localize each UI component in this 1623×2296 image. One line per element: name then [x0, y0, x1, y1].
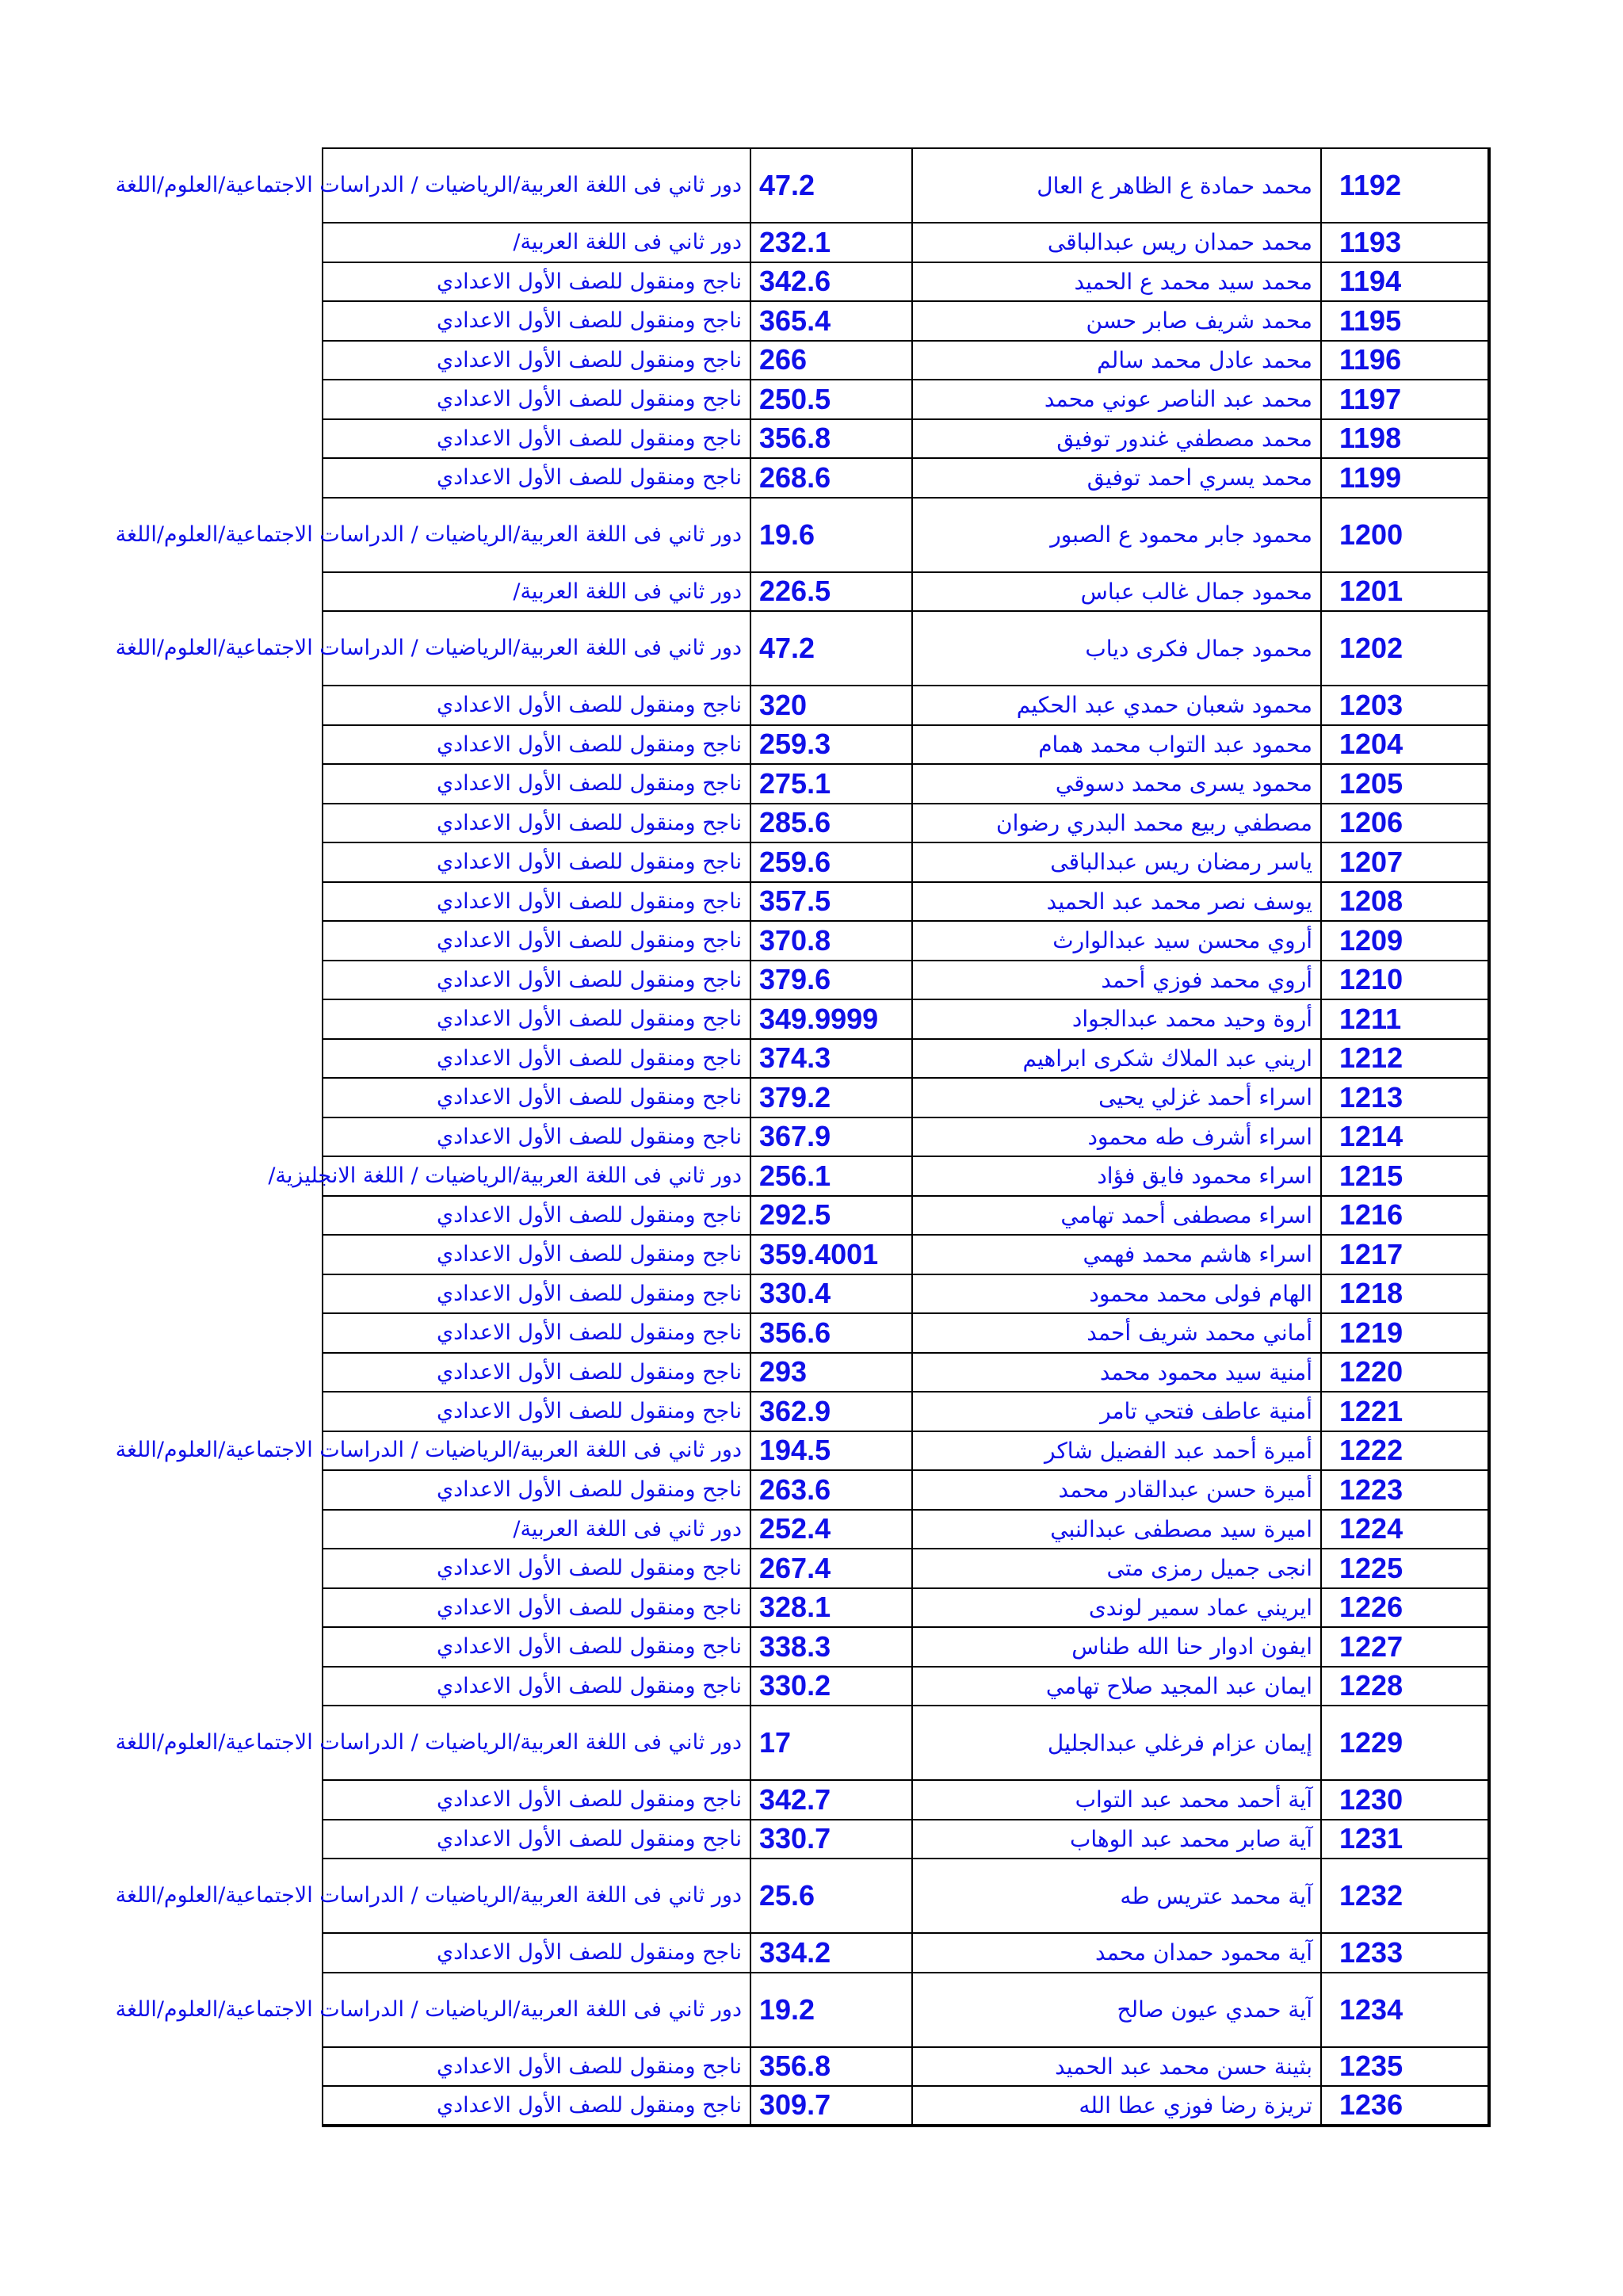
result-status-text: دور ثاني فى اللغة العربية/الرياضيات / اللغة الانجليزية/: [268, 1163, 742, 1188]
total-score-cell: 349.9999: [750, 999, 912, 1039]
seat-number-cell: 1202: [1321, 611, 1489, 686]
total-score-cell: 266: [750, 341, 912, 380]
result-status-cell: ناجح ومنقول للصف الأول الاعدادي: [323, 341, 750, 380]
total-score-cell: 357.5: [750, 882, 912, 922]
result-status-cell: ناجح ومنقول للصف الأول الاعدادي: [323, 1933, 750, 1973]
table-row: [323, 1470, 1489, 1510]
table-row: [323, 458, 1489, 498]
student-name-cell: أروي محمد فوزي أحمد: [912, 961, 1321, 1000]
seat-number-cell: 1231: [1321, 1820, 1489, 1859]
table-row: [323, 572, 1489, 612]
total-score-cell: 379.2: [750, 1078, 912, 1117]
student-name-cell: محمد مصطفي غندور توفيق: [912, 419, 1321, 459]
student-name-cell: محمد عبد الناصر عوني محمد: [912, 380, 1321, 419]
result-status-cell: [268, 1156, 750, 1196]
result-status-cell: ناجح ومنقول للصف الأول الاعدادي: [323, 380, 750, 419]
result-status-cell: ناجح ومنقول للصف الأول الاعدادي: [323, 1078, 750, 1117]
student-name-cell: يوسف نصر محمد عبد الحميد: [912, 882, 1321, 922]
student-name-cell: محمود جابر محمود ع الصبور: [912, 498, 1321, 572]
student-name-cell: محمود عبد التواب محمد همام: [912, 725, 1321, 765]
seat-number-cell: 1214: [1321, 1117, 1489, 1157]
seat-number-cell: 1201: [1321, 572, 1489, 612]
total-score-cell: 334.2: [750, 1933, 912, 1973]
total-score-cell: 367.9: [750, 1117, 912, 1157]
result-status-cell: دور ثاني فى اللغة العربية/: [323, 223, 750, 262]
table-row: [323, 1078, 1489, 1117]
student-name-cell: آية أحمد محمد عبد التواب: [912, 1780, 1321, 1820]
table-row: [323, 921, 1489, 961]
result-status-cell: ناجح ومنقول للصف الأول الاعدادي: [323, 458, 750, 498]
table-row: [323, 1780, 1489, 1820]
student-name-cell: محمد حمادة ع الظاهر ع العال: [912, 148, 1321, 223]
student-name-cell: محمود يسرى محمد دسوقي: [912, 764, 1321, 804]
total-score-cell: 226.5: [750, 572, 912, 612]
total-score-cell: 47.2: [750, 148, 912, 223]
total-score-cell: 330.7: [750, 1820, 912, 1859]
seat-number-cell: 1204: [1321, 725, 1489, 765]
seat-number-cell: 1213: [1321, 1078, 1489, 1117]
result-status-cell: دور ثاني فى اللغة العربية/: [323, 1510, 750, 1549]
student-name-cell: أروي محسن سيد عبدالوارث: [912, 921, 1321, 961]
total-score-cell: 320: [750, 686, 912, 725]
total-score-cell: 370.8: [750, 921, 912, 961]
total-score-cell: 256.1: [750, 1156, 912, 1196]
table-row: [323, 686, 1489, 725]
seat-number-cell: 1224: [1321, 1510, 1489, 1549]
total-score-cell: 342.6: [750, 262, 912, 302]
total-score-cell: 275.1: [750, 764, 912, 804]
table-row: [323, 1667, 1489, 1706]
result-status-cell: ناجح ومنقول للصف الأول الاعدادي: [323, 1274, 750, 1314]
student-name-cell: بثينة حسن محمد عبد الحميد: [912, 2047, 1321, 2087]
seat-number-cell: 1195: [1321, 301, 1489, 341]
result-status-cell: دور ثاني فى اللغة العربية/الرياضيات / الدراسات الاجتماعية/العلوم/اللغة: [323, 611, 750, 686]
student-name-cell: محمد يسري احمد توفيق: [912, 458, 1321, 498]
table-row: [323, 380, 1489, 419]
table-row: [323, 842, 1489, 882]
seat-number-cell: 1217: [1321, 1235, 1489, 1274]
seat-number-cell: 1221: [1321, 1392, 1489, 1431]
results-table-body: [115, 148, 1489, 2126]
student-name-cell: ايريني عماد سمير لوندى: [912, 1588, 1321, 1628]
result-status-cell: ناجح ومنقول للصف الأول الاعدادي: [323, 961, 750, 1000]
result-status-cell: دور ثاني فى اللغة العربية/الرياضيات / الدراسات الاجتماعية/العلوم/اللغة: [323, 1706, 750, 1780]
seat-number-cell: 1218: [1321, 1274, 1489, 1314]
table-row: [323, 223, 1489, 262]
result-status-cell: ناجح ومنقول للصف الأول الاعدادي: [323, 2047, 750, 2087]
total-score-cell: 356.6: [750, 1313, 912, 1353]
student-name-cell: آية محمد عتريس طه: [912, 1859, 1321, 1933]
table-row: [323, 1706, 1489, 1780]
student-name-cell: اسراء محمود فايق فؤاد: [912, 1156, 1321, 1196]
result-status-cell: ناجح ومنقول للصف الأول الاعدادي: [323, 1235, 750, 1274]
total-score-cell: 292.5: [750, 1196, 912, 1236]
seat-number-cell: 1205: [1321, 764, 1489, 804]
student-name-cell: ايفون ادوار حنا الله طناس: [912, 1627, 1321, 1667]
seat-number-cell: 1225: [1321, 1549, 1489, 1588]
total-score-cell: 194.5: [750, 1431, 912, 1471]
result-status-cell: ناجح ومنقول للصف الأول الاعدادي: [323, 725, 750, 765]
seat-number-cell: 1198: [1321, 419, 1489, 459]
table-row: [323, 1274, 1489, 1314]
seat-number-cell: 1212: [1321, 1039, 1489, 1079]
result-status-cell: ناجح ومنقول للصف الأول الاعدادي: [323, 2086, 750, 2126]
total-score-cell: 25.6: [750, 1859, 912, 1933]
result-status-cell: ناجح ومنقول للصف الأول الاعدادي: [323, 1353, 750, 1392]
seat-number-cell: 1236: [1321, 2086, 1489, 2126]
result-status-cell: دور ثاني فى اللغة العربية/الرياضيات / الدراسات الاجتماعية/العلوم/اللغة: [323, 148, 750, 223]
seat-number-cell: 1211: [1321, 999, 1489, 1039]
seat-number-cell: 1233: [1321, 1933, 1489, 1973]
student-name-cell: محمد حمدان ريس عبدالباقى: [912, 223, 1321, 262]
seat-number-cell: 1235: [1321, 2047, 1489, 2087]
result-status-cell: ناجح ومنقول للصف الأول الاعدادي: [323, 842, 750, 882]
table-row: [323, 1859, 1489, 1933]
student-name-cell: اسراء أحمد غزلي يحيى: [912, 1078, 1321, 1117]
result-status-cell: ناجح ومنقول للصف الأول الاعدادي: [323, 1667, 750, 1706]
seat-number-cell: 1192: [1321, 148, 1489, 223]
result-status-cell: ناجح ومنقول للصف الأول الاعدادي: [323, 999, 750, 1039]
table-row: [323, 1588, 1489, 1628]
result-status-cell: ناجح ومنقول للصف الأول الاعدادي: [323, 1196, 750, 1236]
table-row: [323, 1313, 1489, 1353]
seat-number-cell: 1222: [1321, 1431, 1489, 1471]
total-score-cell: 263.6: [750, 1470, 912, 1510]
results-table: [115, 147, 1491, 2127]
seat-number-cell: 1193: [1321, 223, 1489, 262]
table-row: [323, 804, 1489, 843]
total-score-cell: 17: [750, 1706, 912, 1780]
student-name-cell: أماني محمد شريف أحمد: [912, 1313, 1321, 1353]
table-row: [323, 1235, 1489, 1274]
seat-number-cell: 1197: [1321, 380, 1489, 419]
seat-number-cell: 1203: [1321, 686, 1489, 725]
table-row: [323, 961, 1489, 1000]
table-row: [323, 1039, 1489, 1079]
result-status-cell: ناجح ومنقول للصف الأول الاعدادي: [323, 1039, 750, 1079]
seat-number-cell: 1229: [1321, 1706, 1489, 1780]
seat-number-cell: 1230: [1321, 1780, 1489, 1820]
total-score-cell: 328.1: [750, 1588, 912, 1628]
student-name-cell: مصطفي ربيع محمد البدري رضوان: [912, 804, 1321, 843]
student-name-cell: أميرة حسن عبدالقادر محمد: [912, 1470, 1321, 1510]
total-score-cell: 330.4: [750, 1274, 912, 1314]
seat-number-cell: 1232: [1321, 1859, 1489, 1933]
table-row: [323, 611, 1489, 686]
student-name-cell: محمود جمال غالب عباس: [912, 572, 1321, 612]
total-score-cell: 285.6: [750, 804, 912, 843]
result-status-cell: ناجح ومنقول للصف الأول الاعدادي: [323, 882, 750, 922]
total-score-cell: 379.6: [750, 961, 912, 1000]
table-row: [323, 1117, 1489, 1157]
seat-number-cell: 1219: [1321, 1313, 1489, 1353]
result-status-cell: ناجح ومنقول للصف الأول الاعدادي: [323, 419, 750, 459]
table-row: [323, 341, 1489, 380]
result-status-cell: ناجح ومنقول للصف الأول الاعدادي: [323, 1820, 750, 1859]
total-score-cell: 259.3: [750, 725, 912, 765]
seat-number-cell: 1223: [1321, 1470, 1489, 1510]
total-score-cell: 232.1: [750, 223, 912, 262]
seat-number-cell: 1228: [1321, 1667, 1489, 1706]
student-name-cell: تريزة رضا فوزي عطا الله: [912, 2086, 1321, 2126]
total-score-cell: 359.4001: [750, 1235, 912, 1274]
seat-number-cell: 1200: [1321, 498, 1489, 572]
student-name-cell: ايمان عبد المجيد صلاح تهامي: [912, 1667, 1321, 1706]
total-score-cell: 365.4: [750, 301, 912, 341]
seat-number-cell: 1227: [1321, 1627, 1489, 1667]
total-score-cell: 268.6: [750, 458, 912, 498]
student-name-cell: آية محمود حمدان محمد: [912, 1933, 1321, 1973]
total-score-cell: 47.2: [750, 611, 912, 686]
table-row: [323, 1973, 1489, 2047]
student-name-cell: إيمان عزام فرغلي عبدالجليل: [912, 1706, 1321, 1780]
table-row: [323, 1196, 1489, 1236]
total-score-cell: 293: [750, 1353, 912, 1392]
table-row: [323, 1510, 1489, 1549]
seat-number-cell: 1234: [1321, 1973, 1489, 2047]
seat-number-cell: 1196: [1321, 341, 1489, 380]
student-name-cell: اسراء مصطفى أحمد تهامي: [912, 1196, 1321, 1236]
result-status-cell: ناجح ومنقول للصف الأول الاعدادي: [323, 1780, 750, 1820]
result-status-cell: ناجح ومنقول للصف الأول الاعدادي: [323, 921, 750, 961]
table-row: [323, 262, 1489, 302]
table-row: [323, 2047, 1489, 2087]
table-row: [323, 148, 1489, 223]
result-status-cell: ناجح ومنقول للصف الأول الاعدادي: [323, 804, 750, 843]
table-row: [323, 999, 1489, 1039]
result-status-cell: ناجح ومنقول للصف الأول الاعدادي: [323, 686, 750, 725]
student-name-cell: أمنية سيد محمود محمد: [912, 1353, 1321, 1392]
result-status-cell: ناجح ومنقول للصف الأول الاعدادي: [323, 1117, 750, 1157]
table-row: [323, 1933, 1489, 1973]
result-status-cell: دور ثاني فى اللغة العربية/الرياضيات / الدراسات الاجتماعية/العلوم/اللغة: [323, 1973, 750, 2047]
seat-number-cell: 1216: [1321, 1196, 1489, 1236]
total-score-cell: 338.3: [750, 1627, 912, 1667]
total-score-cell: 252.4: [750, 1510, 912, 1549]
result-status-cell: ناجح ومنقول للصف الأول الاعدادي: [323, 764, 750, 804]
result-status-cell: ناجح ومنقول للصف الأول الاعدادي: [323, 1470, 750, 1510]
table-row: [323, 1156, 1489, 1196]
table-row: [323, 1820, 1489, 1859]
seat-number-cell: 1206: [1321, 804, 1489, 843]
seat-number-cell: 1210: [1321, 961, 1489, 1000]
table-row: [323, 1431, 1489, 1471]
total-score-cell: 309.7: [750, 2086, 912, 2126]
total-score-cell: 362.9: [750, 1392, 912, 1431]
total-score-cell: 342.7: [750, 1780, 912, 1820]
student-name-cell: اسراء هاشم محمد فهمي: [912, 1235, 1321, 1274]
result-status-cell: دور ثاني فى اللغة العربية/: [323, 572, 750, 612]
total-score-cell: 356.8: [750, 2047, 912, 2087]
result-status-cell: [115, 1431, 750, 1471]
student-name-cell: ياسر رمضان ريس عبدالباقى: [912, 842, 1321, 882]
total-score-cell: 250.5: [750, 380, 912, 419]
seat-number-cell: 1209: [1321, 921, 1489, 961]
student-name-cell: اسراء أشرف طه محمود: [912, 1117, 1321, 1157]
seat-number-cell: 1215: [1321, 1156, 1489, 1196]
student-name-cell: الهام فولى محمد محمود: [912, 1274, 1321, 1314]
seat-number-cell: 1220: [1321, 1353, 1489, 1392]
table-row: [323, 882, 1489, 922]
result-status-cell: دور ثاني فى اللغة العربية/الرياضيات / الدراسات الاجتماعية/العلوم/اللغة: [323, 1859, 750, 1933]
total-score-cell: 19.6: [750, 498, 912, 572]
student-name-cell: انجى جميل رمزى متى: [912, 1549, 1321, 1588]
student-name-cell: اميرة سيد مصطفى عبدالنبي: [912, 1510, 1321, 1549]
result-status-cell: ناجح ومنقول للصف الأول الاعدادي: [323, 262, 750, 302]
result-status-cell: ناجح ومنقول للصف الأول الاعدادي: [323, 301, 750, 341]
student-name-cell: محمد سيد محمد ع الحميد: [912, 262, 1321, 302]
table-row: [323, 1549, 1489, 1588]
result-status-cell: ناجح ومنقول للصف الأول الاعدادي: [323, 1392, 750, 1431]
result-status-cell: دور ثاني فى اللغة العربية/الرياضيات / الدراسات الاجتماعية/العلوم/اللغة: [323, 498, 750, 572]
table-row: [323, 419, 1489, 459]
seat-number-cell: 1194: [1321, 262, 1489, 302]
seat-number-cell: 1207: [1321, 842, 1489, 882]
total-score-cell: 259.6: [750, 842, 912, 882]
table-row: [323, 301, 1489, 341]
result-status-cell: ناجح ومنقول للصف الأول الاعدادي: [323, 1588, 750, 1628]
student-name-cell: محمد عادل محمد سالم: [912, 341, 1321, 380]
table-row: [323, 498, 1489, 572]
total-score-cell: 267.4: [750, 1549, 912, 1588]
table-row: [323, 1627, 1489, 1667]
seat-number-cell: 1226: [1321, 1588, 1489, 1628]
student-name-cell: أميرة أحمد عبد الفضيل شاكر: [912, 1431, 1321, 1471]
result-status-cell: ناجح ومنقول للصف الأول الاعدادي: [323, 1549, 750, 1588]
total-score-cell: 330.2: [750, 1667, 912, 1706]
student-name-cell: اريني عبد الملاك شكرى ابراهيم: [912, 1039, 1321, 1079]
student-name-cell: آية صابر محمد عبد الوهاب: [912, 1820, 1321, 1859]
student-name-cell: محمود جمال فكرى دياب: [912, 611, 1321, 686]
seat-number-cell: 1208: [1321, 882, 1489, 922]
student-name-cell: أروة وحيد محمد عبدالجواد: [912, 999, 1321, 1039]
total-score-cell: 374.3: [750, 1039, 912, 1079]
table-row: [323, 764, 1489, 804]
table-row: [323, 1353, 1489, 1392]
result-status-cell: ناجح ومنقول للصف الأول الاعدادي: [323, 1313, 750, 1353]
result-status-text: دور ثاني فى اللغة العربية/الرياضيات / الدراسات الاجتماعية/العلوم/اللغة: [115, 1438, 742, 1463]
seat-number-cell: 1199: [1321, 458, 1489, 498]
total-score-cell: 19.2: [750, 1973, 912, 2047]
result-status-cell: ناجح ومنقول للصف الأول الاعدادي: [323, 1627, 750, 1667]
table-row: [323, 1392, 1489, 1431]
student-name-cell: محمد شريف صابر حسن: [912, 301, 1321, 341]
table-row: [323, 725, 1489, 765]
table-row: [323, 2086, 1489, 2126]
student-name-cell: أمنية عاطف فتحي تامر: [912, 1392, 1321, 1431]
student-name-cell: محمود شعبان حمدي عبد الحكيم: [912, 686, 1321, 725]
student-name-cell: آية حمدي عيون صالح: [912, 1973, 1321, 2047]
total-score-cell: 356.8: [750, 419, 912, 459]
